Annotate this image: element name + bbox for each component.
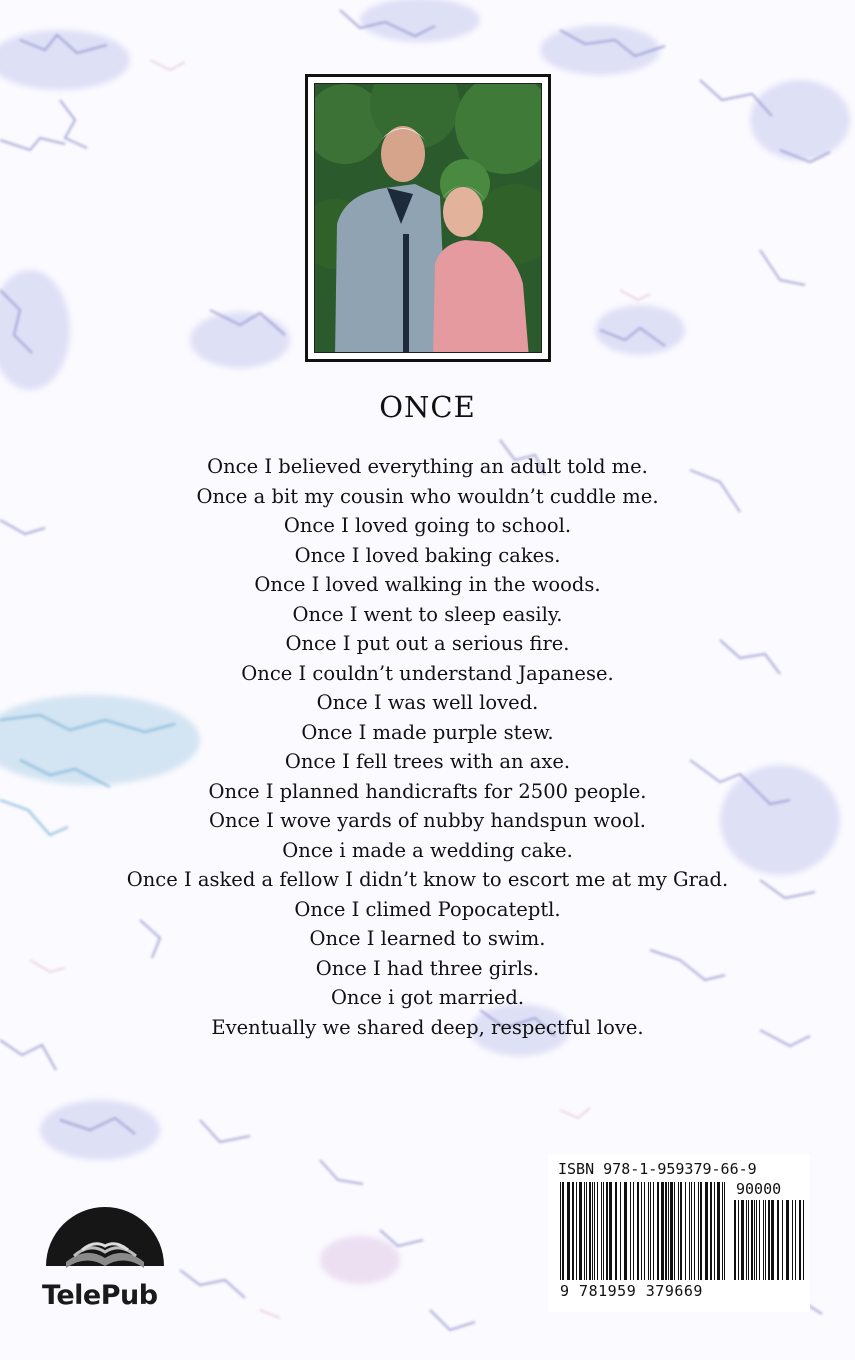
barcode-bar <box>615 1182 617 1280</box>
poem-line: Once i got married. <box>330 986 525 1009</box>
poem-line: Once I put out a serious fire. <box>285 632 570 655</box>
barcode-bar <box>633 1182 634 1280</box>
poem-line: Once I had three girls. <box>315 956 540 980</box>
barcode-bar <box>576 1182 577 1280</box>
barcode-bar <box>680 1182 682 1280</box>
barcode-bar <box>724 1182 725 1280</box>
author-photo <box>314 83 542 353</box>
barcode-bar <box>637 1182 639 1280</box>
barcode-bar <box>567 1182 570 1280</box>
poem-line: Once I climed Popocateptl. <box>294 897 561 921</box>
barcode-bar <box>705 1182 708 1280</box>
couple-photo-image <box>315 84 542 353</box>
barcode-bar <box>579 1182 582 1280</box>
price-bar <box>751 1200 753 1280</box>
barcode-bar <box>691 1182 692 1280</box>
poem-line: Once I loved baking cakes. <box>294 543 561 567</box>
poem-title: ONCE <box>379 390 476 424</box>
price-bar <box>756 1200 757 1280</box>
poem-line: Once I believed everything an adult told me. <box>207 455 648 478</box>
barcode-bar <box>685 1182 686 1280</box>
price-bar <box>768 1200 770 1280</box>
barcode-bar <box>586 1182 587 1280</box>
price-bar <box>763 1200 764 1280</box>
poem-line: Eventually we shared deep, respectful love. <box>211 1015 644 1039</box>
poem-line: Once I made purple stew. <box>301 720 554 744</box>
isbn-label: ISBN 978-1-959379-66-9 <box>558 1160 757 1178</box>
poem-line: Once a bit my cousin who wouldn’t cuddle me. <box>196 484 659 508</box>
price-bar <box>799 1200 801 1280</box>
barcode-bar <box>603 1182 604 1280</box>
poem-line: Once I fell trees with an axe. <box>284 750 571 773</box>
barcode-bar <box>661 1182 664 1280</box>
price-bar <box>765 1200 766 1280</box>
barcode-bar <box>620 1182 621 1280</box>
price-bar <box>746 1200 747 1280</box>
isbn-barcode <box>548 1154 810 1312</box>
barcode-bar <box>560 1182 561 1280</box>
price-bar <box>734 1200 736 1280</box>
price-bar <box>792 1200 793 1280</box>
poem-body <box>0 452 855 1042</box>
barcode-bar <box>665 1182 667 1280</box>
price-bar <box>786 1200 789 1280</box>
price-bar <box>738 1200 739 1280</box>
price-bar <box>748 1200 749 1280</box>
barcode-bar <box>670 1182 673 1280</box>
barcode-bar <box>609 1182 612 1280</box>
barcode-bar <box>674 1182 675 1280</box>
price-bar <box>759 1200 760 1280</box>
poem-line: Once I was well loved. <box>316 691 539 714</box>
barcode-bar <box>650 1182 651 1280</box>
barcode-bar <box>700 1182 702 1280</box>
barcode-bar <box>584 1182 585 1280</box>
barcode-bar <box>644 1182 645 1280</box>
barcode-bar <box>572 1182 574 1280</box>
poem-line: Once I loved walking in the woods. <box>254 573 601 596</box>
barcode-bar <box>717 1182 720 1280</box>
poem-line: Once I loved going to school. <box>283 514 572 537</box>
price-bar <box>741 1200 744 1280</box>
barcode-bar <box>657 1182 659 1280</box>
poem-line: Once I asked a fellow I didn’t know to escort me at my Grad. <box>126 868 729 891</box>
barcode-bar <box>606 1182 608 1280</box>
barcode-bar <box>589 1182 591 1280</box>
poem-line: Once I couldn’t understand Japanese. <box>241 661 614 685</box>
barcode-bar <box>653 1182 654 1280</box>
barcode-bar <box>630 1182 631 1280</box>
barcode-bar <box>594 1182 595 1280</box>
publisher-name: TelePub <box>42 1280 158 1311</box>
barcode-bar <box>689 1182 690 1280</box>
barcode-bar <box>648 1182 649 1280</box>
price-bar <box>803 1200 804 1280</box>
barcode-bar <box>678 1182 679 1280</box>
barcode-bar <box>714 1182 715 1280</box>
price-bar <box>754 1200 755 1280</box>
author-photo-frame <box>305 74 551 362</box>
poem-line: Once i made a wedding cake. <box>282 838 573 862</box>
price-bar <box>782 1200 783 1280</box>
price-bar <box>777 1200 779 1280</box>
barcode-bar <box>722 1182 723 1280</box>
barcode-bar <box>694 1182 695 1280</box>
price-bar <box>795 1200 796 1280</box>
barcode-bar <box>668 1182 669 1280</box>
barcode-bar <box>641 1182 642 1280</box>
price-bar <box>771 1200 774 1280</box>
barcode-bar <box>592 1182 593 1280</box>
barcode-number: 9 781959 379669 <box>560 1282 703 1300</box>
barcode-bar <box>710 1182 712 1280</box>
poem-line: Once I planned handicrafts for 2500 people. <box>208 779 647 803</box>
barcode-bar <box>562 1182 564 1280</box>
barcode-bar <box>698 1182 699 1280</box>
poem-line: Once I wove yards of nubby handspun wool. <box>208 809 647 832</box>
barcode-bar <box>601 1182 602 1280</box>
barcode-bar <box>597 1182 598 1280</box>
barcode-bar <box>624 1182 627 1280</box>
poem-line: Once I went to sleep easily. <box>292 602 563 626</box>
poem-line: Once I learned to swim. <box>309 927 546 950</box>
price-code: 90000 <box>736 1180 782 1198</box>
